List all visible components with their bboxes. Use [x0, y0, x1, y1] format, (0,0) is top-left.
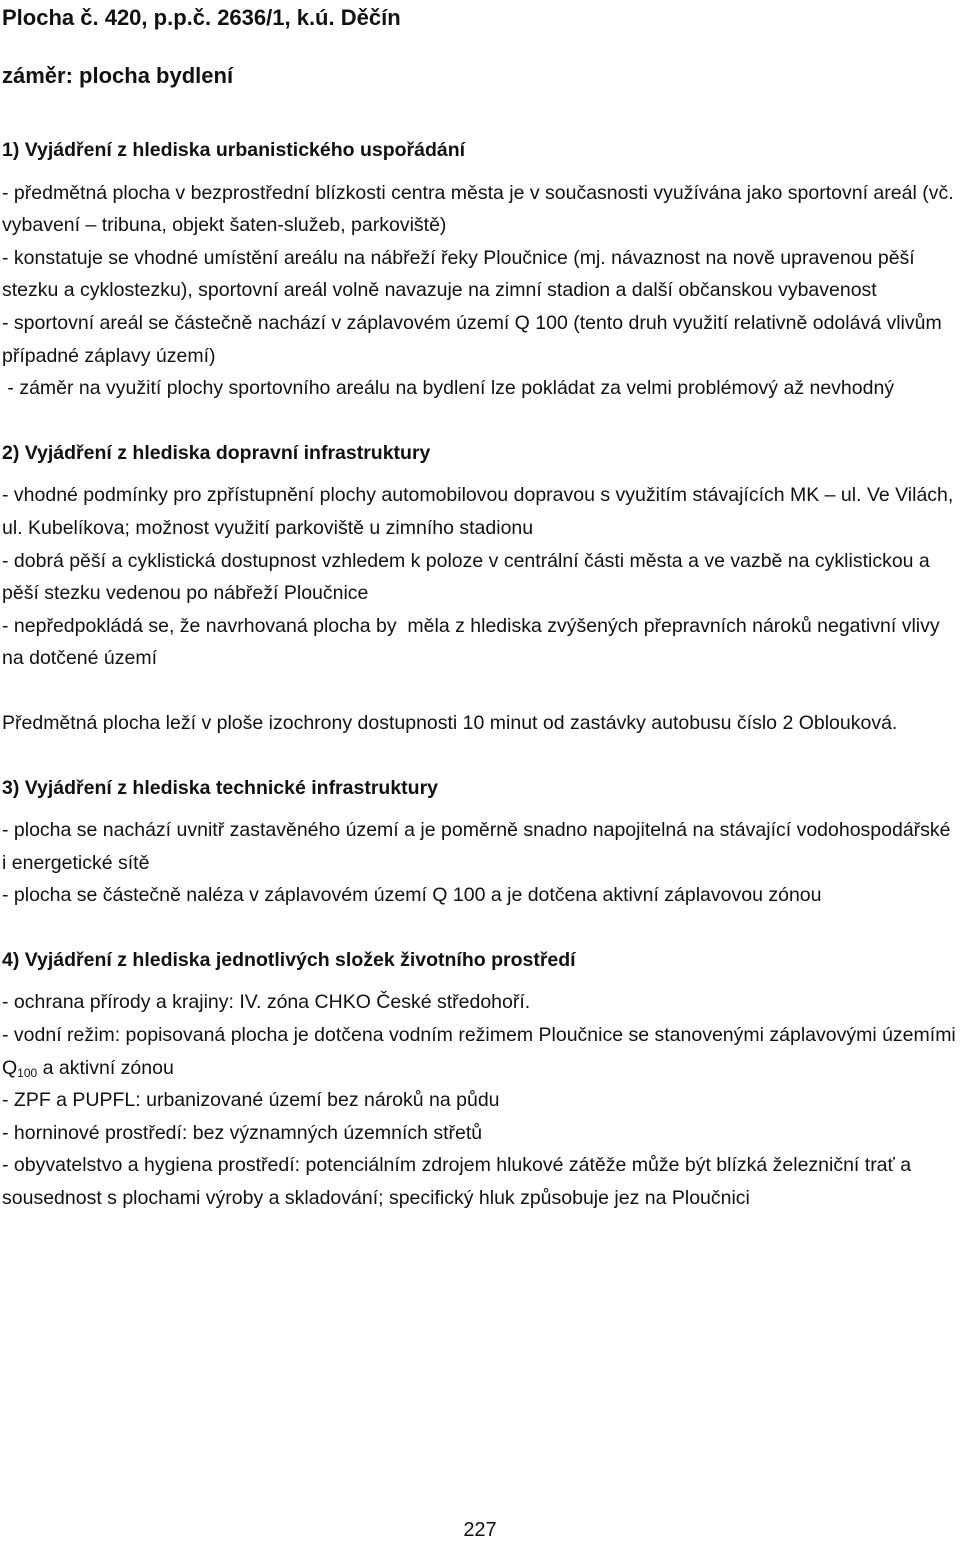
document-subtitle: záměr: plocha bydlení	[2, 63, 234, 88]
section-paragraph: - ochrana přírody a krajiny: IV. zóna CHKO České středohoří.	[2, 991, 531, 1014]
section-paragraph-water-regime	[2, 1019, 958, 1084]
document-title: Plocha č. 420, p.p.č. 2636/1, k.ú. Děčín	[2, 5, 401, 30]
section-heading: 2) Vyjádření z hlediska dopravní infrastruktury	[2, 441, 431, 464]
water-regime-text: - vodní režim: popisovaná plocha je dotčena vodním režimem Ploučnice se stanovenými záplavovými územími Q	[2, 1024, 956, 1079]
section-paragraph: - horninové prostředí: bez významných územních střetů	[2, 1121, 483, 1144]
section-urbanism	[2, 134, 958, 405]
section-paragraph: - sportovní areál se částečně nachází v záplavovém území Q 100 (tento druh využití relativně odolává vlivům případné záplavy území)	[2, 311, 942, 367]
section-environment	[2, 944, 958, 1215]
section-paragraph: - plocha se částečně naléza v záplavovém území Q 100 a je dotčena aktivní záplavovou zónou	[2, 884, 822, 907]
section-paragraph: - vhodné podmínky pro zpřístupnění plochy automobilovou dopravou s využitím stávajících MK – ul. Ve Vilách, ul. Kubelíkova; možnost využití parkoviště u zimního stadionu	[2, 484, 954, 539]
section-paragraph: - předmětná plocha v bezprostřední blízkosti centra města je v současnosti využívána jako sportovní areál (vč. vybavení – tribuna, objekt šaten-služeb, parkoviště)	[2, 181, 954, 237]
section-paragraph: - záměr na využití plochy sportovního areálu na bydlení lze pokládat za velmi problémový až nevhodný	[2, 377, 895, 400]
section-transport	[2, 437, 958, 740]
section-heading: 3) Vyjádření z hlediska technické infrastruktury	[2, 776, 439, 799]
section-paragraph: - nepředpokládá se, že navrhovaná plocha by měla z hlediska zvýšených přepravních nároků negativní vlivy na dotčené území	[2, 614, 946, 670]
section-note: Předmětná plocha leží v ploše izochrony dostupnosti 10 minut od zastávky autobusu číslo 2 Oblouková.	[2, 711, 898, 734]
section-paragraph: - dobrá pěší a cyklistická dostupnost vzhledem k poloze v centrální části města a ve vazbě na cyklistickou a pěší stezku vedenou po nábřeží Ploučnice	[2, 549, 930, 605]
section-technical-infrastructure	[2, 772, 958, 912]
section-heading: 1) Vyjádření z hlediska urbanistického uspořádání	[2, 139, 466, 161]
water-regime-text-end: a aktivní zónou	[37, 1056, 174, 1079]
section-paragraph: - obyvatelstvo a hygiena prostředí: potenciálním zdrojem hlukové zátěže může být blízká železniční trať a sousednost s plochami výroby a skladování; specifický hluk způsobuje jez na Ploučnici	[2, 1154, 912, 1210]
section-paragraph: - plocha se nachází uvnitř zastavěného území a je poměrně snadno napojitelná na stávající vodohospodářské i energetické sítě	[2, 819, 951, 874]
page-number: 227	[463, 1519, 497, 1541]
section-paragraph: - ZPF a PUPFL: urbanizované území bez nároků na půdu	[2, 1089, 500, 1112]
water-regime-subscript: 100	[17, 1065, 38, 1080]
section-paragraph: - konstatuje se vhodné umístění areálu na nábřeží řeky Ploučnice (mj. návaznost na nově upravenou pěší stezku a cyklostezku), sportovní areál volně navazuje na zimní stadion a další občanskou vybavenost	[2, 246, 915, 302]
document-page	[2, 0, 958, 1215]
section-heading: 4) Vyjádření z hlediska jednotlivých složek životního prostředí	[2, 948, 576, 971]
